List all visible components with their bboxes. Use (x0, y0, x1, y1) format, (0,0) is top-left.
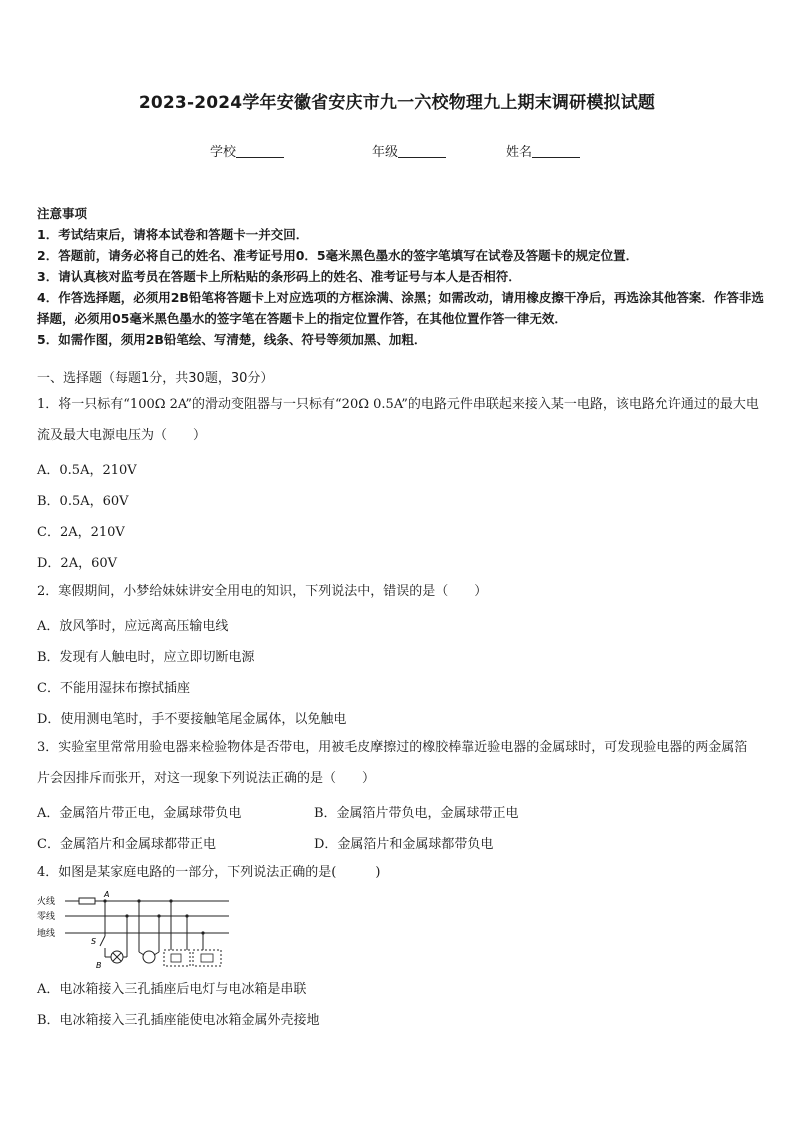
q4-option-a[interactable]: A．电冰箱接入三孔插座后电灯与电冰箱是串联 (37, 982, 307, 997)
q1-option-c[interactable]: C．2A，210V (37, 525, 125, 540)
switch-s-label: S (91, 937, 97, 946)
school-blank[interactable] (236, 143, 284, 158)
q2-option-b[interactable]: B．发现有人触电时，应立即切断电源 (37, 650, 255, 665)
ground-wire-label: 地线 (37, 929, 56, 939)
grade-blank[interactable] (398, 143, 446, 158)
name-blank[interactable] (532, 143, 580, 158)
neutral-wire-label: 零线 (37, 912, 56, 922)
section-heading: 一、选择题（每题1分，共30题，30分） (37, 371, 274, 386)
q3-option-b[interactable]: B．金属箔片带负电，金属球带正电 (314, 806, 519, 821)
question-4-stem: 4．如图是某家庭电路的一部分，下列说法正确的是( ) (37, 865, 381, 880)
q4-option-b[interactable]: B．电冰箱接入三孔插座能使电冰箱金属外壳接地 (37, 1013, 320, 1028)
notice-item: 1．考试结束后，请将本试卷和答题卡一并交回． (37, 227, 309, 242)
switch-icon (100, 936, 105, 946)
q2-option-d[interactable]: D．使用测电笔时，手不要接触笔尾金属体，以免触电 (37, 712, 347, 727)
q3-option-c[interactable]: C．金属箔片和金属球都带正电 (37, 837, 216, 852)
point-b-label: B (96, 961, 102, 970)
school-field[interactable]: 学校 (210, 141, 284, 160)
page-title: 2023-2024学年安徽省安庆市九一六校物理九上期末调研模拟试题 (138, 93, 656, 113)
outlet-box-icon (164, 950, 190, 966)
point-a-label: A (104, 890, 110, 899)
question-2-stem: 2．寒假期间，小梦给妹妹讲安全用电的知识，下列说法中，错误的是（ ） (37, 584, 488, 599)
live-wire-label: 火线 (37, 897, 56, 907)
notice-item: 5．如需作图，须用2B铅笔绘、写清楚，线条、符号等须加黑、加粗． (37, 332, 427, 347)
q1-option-b[interactable]: B．0.5A，60V (37, 494, 129, 509)
question-1-stem: 1．将一只标有“100Ω 2A”的滑动变阻器与一只标有“20Ω 0.5A”的电路元件串联起来接入某一电路，该电路允许通过的最大电流及最大电源电压为（ ） (37, 397, 759, 443)
notice-heading: 注意事项 (37, 206, 88, 221)
q2-option-c[interactable]: C．不能用湿抹布擦拭插座 (37, 681, 190, 696)
q2-option-a[interactable]: A．放风筝时，应远离高压输电线 (37, 619, 229, 634)
three-hole-outlet-icon (193, 950, 221, 966)
notice-item: 2．答题前，请务必将自己的姓名、准考证号用0．5毫米黑色墨水的签字笔填写在试卷及答题卡的规定位置． (37, 248, 639, 263)
socket-icon (143, 951, 155, 963)
grade-field[interactable]: 年级 (372, 141, 446, 160)
fuse-icon (79, 898, 95, 904)
q3-option-d[interactable]: D．金属箔片和金属球都带负电 (314, 837, 494, 852)
q1-option-d[interactable]: D．2A，60V (37, 556, 118, 571)
name-field[interactable]: 姓名 (506, 141, 580, 160)
notice-block (37, 203, 767, 350)
question-3-stem: 3．实验室里常常用验电器来检验物体是否带电，用被毛皮摩擦过的橡胶棒靠近验电器的金属球时，可发现验电器的两金属箔片会因排斥而张开，对这一现象下列说法正确的是（ ） (37, 740, 748, 786)
q1-option-a[interactable]: A．0.5A，210V (37, 463, 137, 478)
notice-item: 4．作答选择题，必须用2B铅笔将答题卡上对应选项的方框涂满、涂黑；如需改动，请用橡皮擦干净后，再选涂其他答案．作答非选择题，必须用05毫米黑色墨水的签字笔在答题卡上的指定位置作答，在其他位置作答一律无效． (37, 290, 764, 326)
q3-option-a[interactable]: A．金属箔片带正电，金属球带负电 (37, 806, 242, 821)
household-circuit-diagram (37, 890, 237, 972)
notice-item: 3．请认真核对监考员在答题卡上所粘贴的条形码上的姓名、准考证号与本人是否相符． (37, 269, 521, 284)
student-info-row (0, 141, 794, 161)
